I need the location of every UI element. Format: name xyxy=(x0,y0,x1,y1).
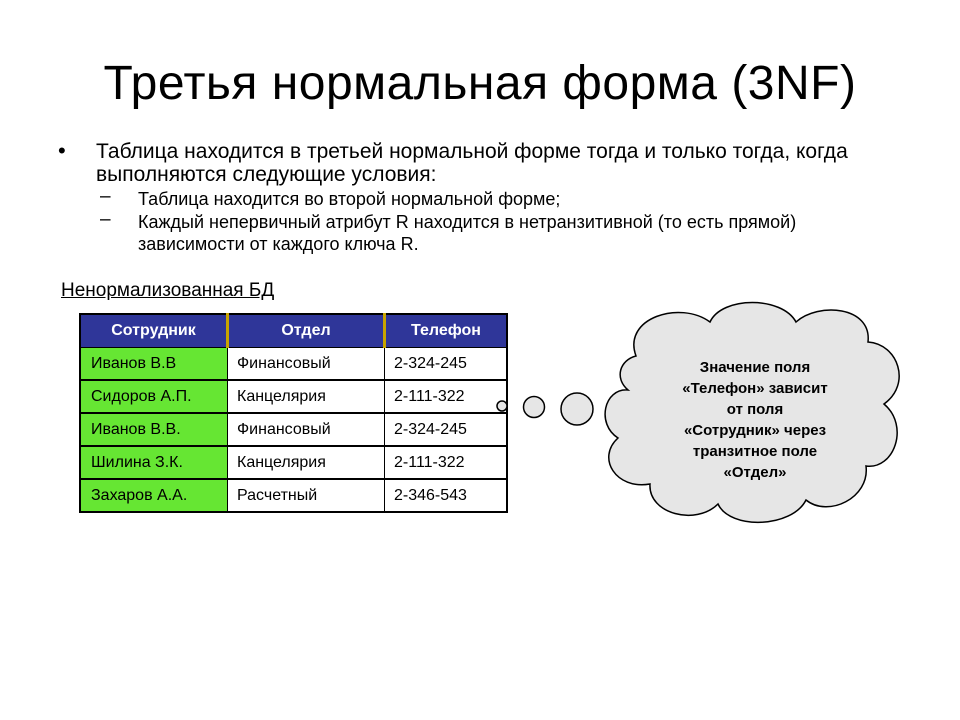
cell-phone: 2-324-245 xyxy=(385,348,508,381)
dash-icon: – xyxy=(100,186,111,207)
callout-line: Значение поля xyxy=(699,359,811,376)
header-department: Отдел xyxy=(228,314,385,348)
sub-bullet-text: Таблица находится во второй нормальной форме; xyxy=(138,189,561,209)
cell-phone: 2-346-543 xyxy=(385,479,508,512)
cell-employee: Иванов В.В. xyxy=(80,413,228,446)
cell-department: Финансовый xyxy=(228,348,385,381)
cell-employee: Сидоров А.П. xyxy=(80,380,228,413)
cloud-callout-text xyxy=(640,357,870,483)
callout-line: «Телефон» зависит xyxy=(682,380,828,397)
cell-employee: Шилина З.К. xyxy=(80,446,228,479)
thought-bubble-large xyxy=(561,393,593,425)
cell-phone: 2-111-322 xyxy=(385,446,508,479)
callout-line: от поля xyxy=(726,401,784,418)
slide-title: Третья нормальная форма (3NF) xyxy=(103,57,857,110)
bullet-text: Таблица находится в третьей нормальной форме тогда и только тогда, когда выполняются следующие условия: xyxy=(96,140,848,186)
cell-employee: Захаров А.А. xyxy=(80,479,228,512)
cell-employee: Иванов В.В xyxy=(80,348,228,381)
sub-bullet-text: Каждый непервичный атрибут R находится в нетранзитивной (то есть прямой) зависимости от каждого ключа R. xyxy=(138,212,797,254)
bullet-dot-icon: • xyxy=(58,138,66,163)
thought-bubble-small xyxy=(497,401,507,411)
cell-phone: 2-324-245 xyxy=(385,413,508,446)
dash-icon: – xyxy=(100,209,111,230)
table-caption: Ненормализованная БД xyxy=(61,280,275,301)
cell-phone: 2-111-322 xyxy=(385,380,508,413)
thought-bubble-medium xyxy=(524,397,545,418)
callout-line: транзитное поле xyxy=(692,443,818,460)
cell-department: Расчетный xyxy=(228,479,385,512)
header-employee: Сотрудник xyxy=(80,314,228,348)
header-phone: Телефон xyxy=(385,314,508,348)
callout-line: «Отдел» xyxy=(723,464,787,481)
cell-department: Канцелярия xyxy=(228,446,385,479)
cell-department: Финансовый xyxy=(228,413,385,446)
callout-line: «Сотрудник» через xyxy=(683,422,827,439)
cell-department: Канцелярия xyxy=(228,380,385,413)
